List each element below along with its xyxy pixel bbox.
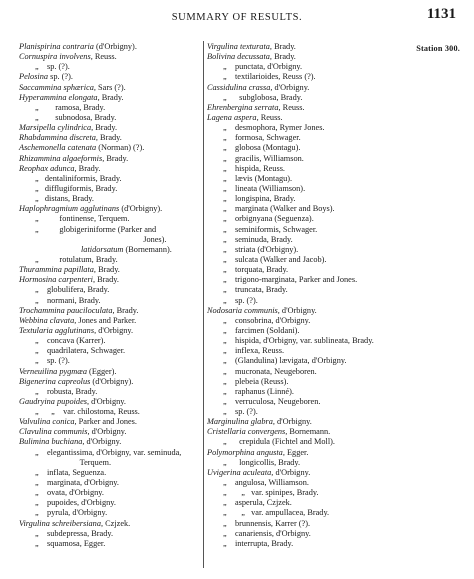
species-author: „ crepidula (Fichtel and Moll). [223, 437, 335, 447]
species-author: , d'Orbigny. [271, 467, 311, 477]
species-author: , Jones and Parker. [74, 315, 137, 325]
species-name: Marsipella cylindrica [19, 123, 92, 133]
species-name: Trochammina pauciloculata [19, 305, 113, 315]
species-author: „ longispina, Brady. [223, 194, 296, 204]
left-column [19, 42, 199, 549]
species-author: „ punctata, d'Orbigny. [223, 62, 303, 72]
species-entry [207, 164, 407, 174]
species-entry [19, 285, 199, 295]
species-entry [207, 529, 407, 539]
species-name: Pelosina [19, 72, 49, 82]
species-author: , Brady. [269, 52, 296, 62]
species-author: , Reuss. [90, 52, 117, 62]
species-name: Cassidulina crassa [207, 82, 271, 92]
species-entry [19, 72, 199, 82]
species-name: Planispirina contraria [19, 42, 94, 51]
species-author: „ lævis (Montagu). [223, 173, 293, 183]
species-entry [207, 437, 407, 447]
species-entry [207, 397, 407, 407]
species-name: Bigenerina capreolus [19, 376, 91, 386]
species-entry [207, 417, 407, 427]
page-header [0, 0, 474, 38]
species-author: Jones). [81, 234, 167, 244]
species-author: „ pyrula, d'Orbigny. [35, 508, 108, 518]
species-author: „ globosa (Montagu). [223, 143, 301, 153]
species-author: „ textilarioides, Reuss (?). [223, 72, 316, 82]
species-entry [207, 225, 407, 235]
column-divider [203, 41, 204, 568]
species-name: Rhabdammina discreta [19, 133, 96, 143]
species-entry [19, 508, 199, 518]
species-entry [207, 62, 407, 72]
species-entry [207, 133, 407, 143]
species-entry [207, 214, 407, 224]
species-entry [207, 387, 407, 397]
species-author: „ difflugiformis, Brady. [35, 183, 118, 193]
species-author: , Brady. [93, 265, 120, 275]
species-author: , Brady. [74, 163, 101, 173]
species-author: „ inflexa, Reuss. [223, 346, 285, 356]
species-name: latidorsatum [81, 244, 124, 254]
species-entry [19, 478, 199, 488]
species-entry [19, 42, 199, 52]
species-entry [19, 133, 199, 143]
species-entry [207, 336, 407, 346]
species-entry [207, 306, 407, 316]
species-author: , Parker and Jones. [74, 417, 137, 427]
species-author: „ (Glandulina) lævigata, d'Orbigny. [223, 356, 347, 366]
species-entry [207, 123, 407, 133]
species-author: , d'Orbigny. [277, 305, 317, 315]
species-name: Lagena aspera [207, 112, 257, 122]
species-entry [19, 346, 199, 356]
species-author: , Brady. [112, 305, 139, 315]
species-name: Textularia agglutinans [19, 325, 95, 335]
species-author: „ ramosa, Brady. [35, 102, 106, 112]
species-name: Marginulina glabra [207, 417, 273, 427]
species-entry [19, 123, 199, 133]
species-name: Webbina clavata [19, 315, 75, 325]
species-author: „ globigeriniforme (Parker and [35, 224, 157, 234]
station-label: Station 300. [416, 44, 460, 53]
species-author: , Reuss. [256, 112, 283, 122]
species-entry [207, 488, 407, 498]
species-author: , Bornemann. [285, 427, 331, 437]
species-name: Haplophragmium agglutinans [19, 204, 120, 214]
species-entry [19, 296, 199, 306]
species-entry [19, 174, 199, 184]
species-entry [19, 93, 199, 103]
species-entry [207, 367, 407, 377]
species-author: „ marginata, d'Orbigny. [35, 478, 119, 488]
species-author: „ fontinense, Terquem. [35, 214, 130, 224]
species-entry [19, 448, 199, 458]
species-author: (Norman) (?). [96, 143, 145, 153]
species-entry [19, 265, 199, 275]
species-entry [19, 214, 199, 224]
species-entry [19, 356, 199, 366]
species-author: „ trigono-marginata, Parker and Jones. [223, 275, 358, 285]
species-author: „ formosa, Schwager. [223, 133, 301, 143]
species-entry [19, 245, 199, 255]
species-entry [19, 437, 199, 447]
species-author: , d'Orbigny. [94, 325, 134, 335]
species-entry [19, 387, 199, 397]
species-author: (d'Orbigny). [90, 376, 134, 386]
species-entry [19, 468, 199, 478]
species-name: Bulimina buchiana [19, 437, 83, 447]
species-author: „ interrupta, Brady. [223, 538, 294, 548]
species-name: Clavulina communis [19, 427, 88, 437]
species-entry [207, 83, 407, 93]
species-author: „ sp. (?). [223, 407, 258, 417]
species-author: , Brady. [97, 92, 124, 102]
species-entry [19, 194, 199, 204]
species-name: Reophax adunca [19, 163, 75, 173]
species-entry [207, 326, 407, 336]
species-author: , d'Orbigny. [272, 417, 312, 427]
species-entry [207, 174, 407, 184]
species-entry [207, 285, 407, 295]
species-author: „ subglobosa, Brady. [223, 92, 303, 102]
species-entry [19, 529, 199, 539]
species-author: sp. (?). [48, 72, 73, 82]
species-entry [19, 427, 199, 437]
species-entry [19, 519, 199, 529]
species-entry [19, 336, 199, 346]
species-author: „ sulcata (Walker and Jacob). [223, 254, 327, 264]
species-entry [207, 508, 407, 518]
species-entry [207, 265, 407, 275]
species-author: , Brady. [91, 123, 118, 133]
species-name: Hormosina carpenteri [19, 275, 93, 285]
species-name: Uvigerina aculeata [207, 467, 272, 477]
species-author: „ sp. (?). [35, 62, 70, 72]
species-author: „ consobrina, d'Orbigny. [223, 315, 311, 325]
species-author: , Czjzek. [100, 518, 131, 528]
species-author: „ concava (Karrer). [35, 336, 106, 346]
species-name: Verneuilina pygmæa [19, 366, 87, 376]
species-author: (d'Orbigny). [93, 42, 137, 51]
species-name: Saccammina sphærica [19, 82, 94, 92]
species-entry [207, 296, 407, 306]
species-entry [207, 356, 407, 366]
species-author: , Reuss. [278, 102, 305, 112]
species-author: „ lineata (Williamson). [223, 183, 306, 193]
species-author: „ seminuda, Brady. [223, 234, 293, 244]
species-entry [207, 427, 407, 437]
species-name: Polymorphina angusta [207, 447, 283, 457]
species-name: Ehrenbergina serrata [207, 102, 279, 112]
species-entry [207, 407, 407, 417]
species-author: „ brunnensis, Karrer (?). [223, 518, 311, 528]
species-author: „ squamosa, Egger. [35, 538, 106, 548]
species-author: „ ovata, d'Orbigny. [35, 488, 104, 498]
species-entry [19, 225, 199, 235]
species-name: Rhizammina algaeformis [19, 153, 103, 163]
species-author: „ sp. (?). [35, 356, 70, 366]
species-entry [207, 255, 407, 265]
species-author: , d'Orbigny. [82, 437, 122, 447]
species-author: „ sp. (?). [223, 295, 258, 305]
species-entry [207, 539, 407, 549]
species-author: „ desmophora, Rymer Jones. [223, 123, 325, 133]
species-entry [19, 275, 199, 285]
species-entry [207, 468, 407, 478]
species-entry [207, 377, 407, 387]
species-entry [19, 184, 199, 194]
species-entry [19, 62, 199, 72]
species-author: , Brady. [102, 153, 129, 163]
species-author: „ normani, Brady. [35, 295, 101, 305]
species-author: „ pupoides, d'Orbigny. [35, 498, 116, 508]
species-entry [19, 113, 199, 123]
species-entry [19, 52, 199, 62]
species-author: „ marginata (Walker and Boys). [223, 204, 335, 214]
species-author: „ „ var. chilostoma, Reuss. [35, 407, 140, 417]
species-name: Thurammina papillata [19, 265, 94, 275]
species-author: , d'Orbigny. [270, 82, 310, 92]
species-name: Gaudryina pupoides [19, 396, 87, 406]
species-author: „ subdepressa, Brady. [35, 528, 114, 538]
species-author: „ mucronata, Neugeboren. [223, 366, 317, 376]
species-entry [19, 143, 199, 153]
species-author: „ gracilis, Williamson. [223, 153, 304, 163]
species-entry [207, 184, 407, 194]
species-author: (Bornemann). [123, 244, 172, 254]
species-name: Bolivina decussata [207, 52, 270, 62]
species-author: „ seminiformis, Schwager. [223, 224, 318, 234]
species-entry [207, 235, 407, 245]
species-entry [207, 143, 407, 153]
species-author: „ „ var. spinipes, Brady. [223, 488, 319, 498]
species-entry [19, 488, 199, 498]
species-entry [207, 275, 407, 285]
species-entry [19, 204, 199, 214]
species-name: Nodosaria communis [207, 305, 278, 315]
species-entry [207, 245, 407, 255]
species-entry [207, 458, 407, 468]
species-author: „ dentaliniformis, Brady. [35, 173, 122, 183]
species-author: „ plebeia (Reuss). [223, 376, 289, 386]
species-entry [207, 154, 407, 164]
right-column [207, 42, 407, 549]
species-author: „ globulifera, Brady. [35, 285, 110, 295]
species-author: „ hispida, d'Orbigny, var. sublineata, Brady. [223, 336, 374, 346]
species-name: Virgulina texturata [207, 42, 270, 51]
species-name: Cornuspira involvens [19, 52, 91, 62]
species-entry [19, 458, 199, 468]
species-author: „ striata (d'Orbigny). [223, 244, 299, 254]
species-entry [207, 42, 407, 52]
species-entry [19, 255, 199, 265]
species-author: „ verruculosa, Neugeboren. [223, 396, 321, 406]
species-author: (d'Orbigny). [119, 204, 163, 214]
species-entry [207, 93, 407, 103]
page-number: 1131 [426, 6, 456, 22]
species-entry [19, 407, 199, 417]
species-entry [19, 367, 199, 377]
species-author: „ „ var. ampullacea, Brady. [223, 508, 330, 518]
species-author: „ inflata, Seguenza. [35, 467, 107, 477]
species-entry [207, 316, 407, 326]
running-head: SUMMARY OF RESULTS. [171, 12, 303, 23]
species-name: Virgulina schreibersiana [19, 518, 101, 528]
species-name: Cristellaria convergens [207, 427, 286, 437]
species-entry [207, 478, 407, 488]
species-entry [19, 306, 199, 316]
species-entry [19, 397, 199, 407]
species-entry [19, 417, 199, 427]
species-author: „ robusta, Brady. [35, 386, 98, 396]
species-author: , Egger. [282, 447, 309, 457]
species-entry [207, 103, 407, 113]
species-entry [207, 113, 407, 123]
species-author: , Brady. [92, 275, 119, 285]
species-entry [19, 539, 199, 549]
species-entry [19, 377, 199, 387]
species-entry [207, 519, 407, 529]
species-author: , Brady. [269, 42, 296, 51]
species-entry [207, 346, 407, 356]
species-entry [19, 316, 199, 326]
species-entry [207, 204, 407, 214]
species-entry [19, 164, 199, 174]
species-entry [19, 154, 199, 164]
species-author: „ elegantissima, d'Orbigny, var. seminuda, [35, 447, 182, 457]
species-entry [19, 103, 199, 113]
species-author: „ longicollis, Brady. [223, 457, 301, 467]
species-author: „ raphanus (Linné). [223, 386, 294, 396]
species-entry [207, 72, 407, 82]
species-author: , d'Orbigny. [86, 396, 126, 406]
species-author: „ asperula, Czjzek. [223, 498, 292, 508]
species-author: „ quadrilatera, Schwager. [35, 346, 126, 356]
species-author: , Sars (?). [93, 82, 126, 92]
species-author: , Brady. [95, 133, 122, 143]
species-author: „ farcimen (Soldani). [223, 325, 300, 335]
species-author: „ rotulatum, Brady. [35, 254, 118, 264]
species-entry [207, 52, 407, 62]
species-entry [19, 326, 199, 336]
species-author: „ distans, Brady. [35, 194, 94, 204]
species-entry [207, 194, 407, 204]
species-entry [19, 83, 199, 93]
species-author: „ canariensis, d'Orbigny. [223, 528, 311, 538]
species-author: „ angulosa, Williamson. [223, 478, 309, 488]
species-author: „ truncata, Brady. [223, 285, 288, 295]
species-author: , d'Orbigny. [87, 427, 127, 437]
species-author: „ subnodosa, Brady. [35, 112, 117, 122]
species-author: „ torquata, Brady. [223, 265, 289, 275]
species-author: (Egger). [86, 366, 117, 376]
species-name: Aschemonella catenata [19, 143, 97, 153]
species-entry [207, 498, 407, 508]
species-author: Terquem. [59, 457, 112, 467]
species-entry [19, 498, 199, 508]
species-author: „ orbignyana (Seguenza). [223, 214, 314, 224]
species-entry [207, 448, 407, 458]
species-name: Hyperammina elongata [19, 92, 98, 102]
species-entry [19, 235, 199, 245]
species-author: „ hispida, Reuss. [223, 163, 285, 173]
species-name: Valvulina conica [19, 417, 75, 427]
